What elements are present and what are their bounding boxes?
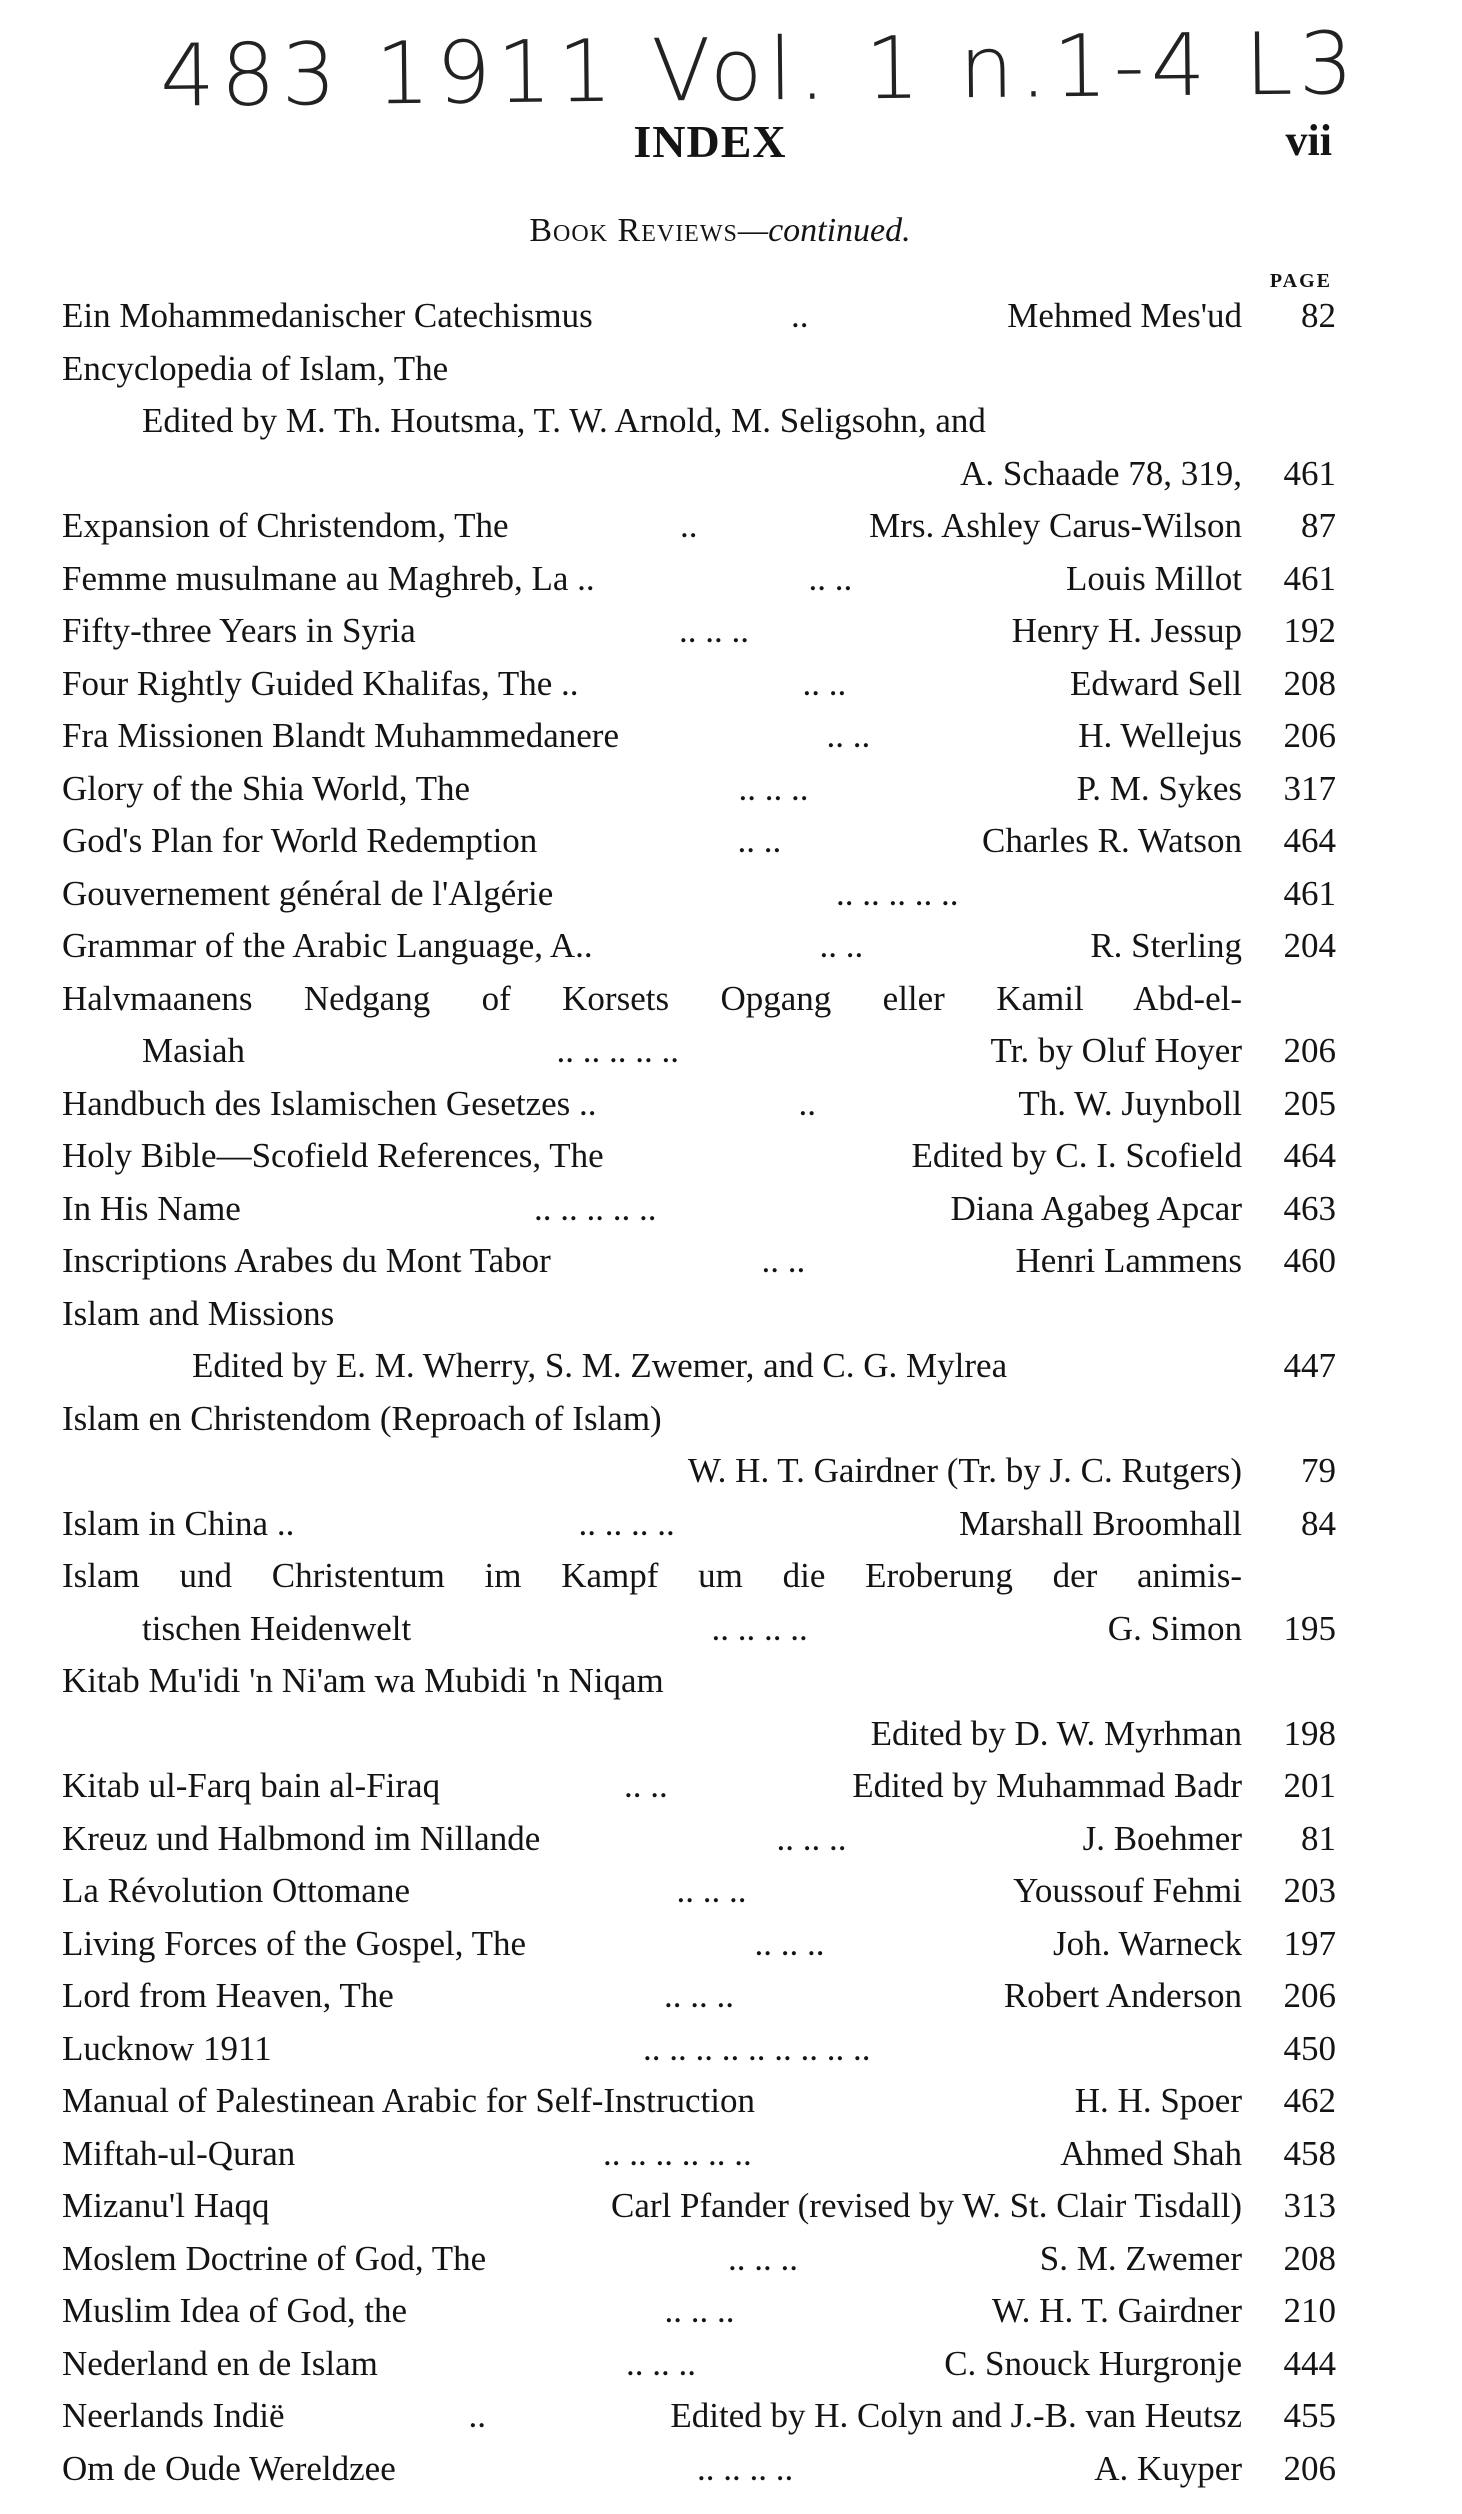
entry-author: R. Sterling: [1090, 926, 1242, 965]
entry-title: In His Name: [62, 1188, 241, 1228]
entry-title: La Révolution Ottomane: [62, 1871, 410, 1910]
entry-pages: 458: [1283, 2133, 1336, 2173]
entry-author: W. H. T. Gairdner: [991, 2291, 1242, 2330]
page-column-label: PAGE: [1269, 270, 1332, 292]
entry-title: Muslim Idea of God, the: [62, 2291, 408, 2330]
index-entry: [62, 1550, 1336, 1603]
index-entry: [62, 1078, 1336, 1131]
entry-title: Expansion of Christendom, The: [62, 506, 509, 545]
dot-leader: ..: [680, 506, 698, 545]
entry-pages: 206: [1283, 2448, 1336, 2488]
dot-leader: .. ..: [624, 1766, 668, 1805]
dot-leader: .. .. .. .. ..: [534, 1188, 657, 1228]
dot-leader: .. .. ..: [754, 1923, 825, 1963]
index-entry: [62, 973, 1336, 1026]
entry-author: P. M. Sykes: [1076, 768, 1242, 808]
entry-pages: 461: [1283, 453, 1336, 493]
dot-leader: .. .. ..: [626, 2343, 696, 2383]
entry-title: Inscriptions Arabes du Mont Tabor: [62, 1241, 551, 1280]
page-number: vii: [1285, 116, 1332, 165]
index-entry: [62, 1183, 1336, 1236]
entry-title: Fra Missionen Blandt Muhammedanere: [62, 716, 619, 755]
entry-title: Halvmaanens Nedgang of Korsets Opgang eller Kamil Abd-el-: [62, 978, 1242, 1018]
entry-title: Lord from Heaven, The: [62, 1976, 394, 2015]
index-entry: [62, 1760, 1336, 1813]
entry-title: Miftah-ul-Quran: [62, 2133, 296, 2173]
entry-pages: 447: [1283, 1346, 1336, 1385]
dot-leader: .. .. ..: [676, 1871, 747, 1910]
index-entry: [62, 2233, 1336, 2286]
dot-leader: .. ..: [819, 926, 864, 965]
entry-pages: 450: [1283, 2028, 1336, 2068]
dot-leader: .. .. ..: [679, 611, 749, 650]
entry-author: Mehmed Mes'ud: [1007, 296, 1242, 335]
index-entry: [62, 2443, 1336, 2496]
entry-author: Ahmed Shah: [1060, 2133, 1242, 2173]
dot-leader: .. .. ..: [776, 1818, 847, 1858]
dot-leader: .. ..: [761, 1241, 806, 1280]
entry-pages: 197: [1283, 1923, 1336, 1963]
index-entry: [62, 1813, 1336, 1866]
entry-pages: 444: [1283, 2343, 1336, 2383]
dot-leader: .. ..: [826, 716, 871, 755]
dot-leader: .. .. .. ..: [578, 1503, 675, 1543]
index-entry: [62, 1393, 1336, 1446]
entry-title: Kitab Mu'idi 'n Ni'am wa Mubidi 'n Niqam: [62, 1661, 664, 1700]
index-entry: [62, 2390, 1336, 2443]
index-entry: [62, 1918, 1336, 1971]
entry-author: A. Kuyper: [1094, 2448, 1242, 2488]
index-entry: [62, 658, 1336, 711]
dot-leader: .. ..: [737, 821, 782, 860]
entry-author: Tr. by Oluf Hoyer: [990, 1031, 1242, 1070]
entry-title: Nederland en de Islam: [62, 2343, 378, 2383]
entry-pages: 455: [1283, 2396, 1336, 2435]
index-entry: [62, 1288, 1336, 1341]
entry-title: Holy Bible—Scofield References, The: [62, 1136, 604, 1175]
index-entry: [62, 1865, 1336, 1918]
entry-author: Marshall Broomhall: [959, 1503, 1242, 1543]
entry-pages: 81: [1301, 1818, 1336, 1858]
entry-pages: 204: [1283, 926, 1336, 965]
entry-pages: 464: [1283, 1136, 1336, 1175]
entry-author: Youssouf Fehmi: [1013, 1871, 1242, 1910]
entry-title: Encyclopedia of Islam, The: [62, 348, 449, 388]
entry-author: C. Snouck Hurgronje: [944, 2343, 1242, 2383]
dot-leader: .. .. ..: [664, 2291, 735, 2330]
index-entry: [62, 815, 1336, 868]
entry-pages: 313: [1283, 2186, 1336, 2225]
index-entry: [62, 1498, 1336, 1551]
entry-author: Louis Millot: [1066, 558, 1242, 598]
entry-title: Glory of the Shia World, The: [62, 768, 471, 808]
index-entry: [62, 500, 1336, 553]
entry-author: Joh. Warneck: [1053, 1923, 1242, 1963]
index-entry: [62, 2075, 1336, 2128]
entry-author: W. H. T. Gairdner (Tr. by J. C. Rutgers): [687, 1451, 1242, 1490]
entry-title: Mizanu'l Haqq: [62, 2186, 270, 2225]
dot-leader: .. .. .. .. .. ..: [603, 2133, 752, 2173]
entry-pages: 201: [1283, 1766, 1336, 1805]
entry-title: Manual of Palestinean Arabic for Self-Instruction: [62, 2081, 755, 2120]
entry-author: Charles R. Watson: [982, 821, 1242, 860]
entry-pages: 192: [1283, 611, 1336, 650]
dot-leader: .. .. ..: [664, 1976, 734, 2015]
entry-pages: 462: [1283, 2081, 1336, 2120]
entry-pages: 461: [1283, 558, 1336, 598]
entry-author: S. M. Zwemer: [1039, 2238, 1242, 2278]
entry-author: Henry H. Jessup: [1011, 611, 1242, 650]
entry-author: Edited by C. I. Scofield: [911, 1136, 1242, 1175]
dot-leader: .. ..: [802, 663, 847, 703]
section-heading: [0, 212, 1440, 250]
index-entry: [62, 1025, 1336, 1078]
entry-title: Islam und Christentum im Kampf um die Eroberung der animis-: [62, 1556, 1242, 1595]
dot-leader: .. .. .. .. ..: [556, 1031, 679, 1070]
dot-leader: ..: [798, 1083, 816, 1123]
dot-leader: .. .. .. ..: [697, 2448, 794, 2488]
index-entry: [62, 1445, 1336, 1498]
index-entry: [62, 1235, 1336, 1288]
entry-pages: 206: [1283, 1031, 1336, 1070]
entry-pages: 208: [1283, 2238, 1336, 2278]
dot-leader: ..: [468, 2396, 486, 2435]
page-header: [0, 115, 1462, 175]
index-entry: [62, 1970, 1336, 2023]
entry-pages: 206: [1283, 1976, 1336, 2015]
entry-title: Four Rightly Guided Khalifas, The ..: [62, 663, 579, 703]
entry-author: Henri Lammens: [1015, 1241, 1242, 1280]
index-entry: [62, 2023, 1336, 2076]
entry-pages: 317: [1283, 768, 1336, 808]
entry-title: Neerlands Indië: [62, 2396, 285, 2435]
entry-author: Edited by H. Colyn and J.-B. van Heutsz: [670, 2396, 1242, 2435]
page-title: INDEX: [633, 116, 787, 167]
dot-leader: .. .. .. .. .. .. .. .. ..: [643, 2028, 871, 2068]
entry-author: H. H. Spoer: [1074, 2081, 1242, 2120]
entry-author: Th. W. Juynboll: [1018, 1083, 1242, 1123]
entry-author: Edited by Muhammad Badr: [852, 1766, 1242, 1805]
index-entry: [62, 343, 1336, 396]
entry-pages: 461: [1283, 873, 1336, 913]
entry-pages: 460: [1283, 1241, 1336, 1280]
index-entry: [62, 290, 1336, 343]
entry-pages: 195: [1283, 1608, 1336, 1648]
index-entry: [62, 448, 1336, 501]
index-entry: [62, 1130, 1336, 1183]
entry-title: Lucknow 1911: [62, 2028, 272, 2068]
index-entry: [62, 710, 1336, 763]
handwritten-catalog-note: 483 1911 Vol. 1 n.1-4 L3: [159, 14, 1360, 127]
entry-title: Edited by M. Th. Houtsma, T. W. Arnold, M. Seligsohn, and: [142, 401, 986, 440]
dot-leader: .. .. ..: [728, 2238, 798, 2278]
entry-title: Islam in China ..: [62, 1503, 295, 1543]
entry-title: Masiah: [142, 1031, 246, 1070]
index-entry: [62, 1340, 1336, 1393]
entry-title: Grammar of the Arabic Language, A..: [62, 926, 593, 965]
entry-pages: 79: [1301, 1451, 1336, 1490]
index-entries: [62, 290, 1336, 2495]
entry-author: H. Wellejus: [1078, 716, 1242, 755]
entry-author: Mrs. Ashley Carus-Wilson: [869, 506, 1242, 545]
dot-leader: .. .. ..: [738, 768, 809, 808]
index-entry: [62, 2338, 1336, 2391]
dot-leader: ..: [791, 296, 809, 335]
entry-title: Moslem Doctrine of God, The: [62, 2238, 487, 2278]
entry-pages: 205: [1283, 1083, 1336, 1123]
index-entry: [62, 2285, 1336, 2338]
entry-title: Kitab ul-Farq bain al-Firaq: [62, 1766, 441, 1805]
entry-author: Edited by D. W. Myrhman: [870, 1713, 1242, 1753]
entry-title: Edited by E. M. Wherry, S. M. Zwemer, and C. G. Mylrea: [192, 1346, 1008, 1385]
dot-leader: .. ..: [808, 558, 853, 598]
entry-pages: 210: [1283, 2291, 1336, 2330]
index-entry: [62, 1603, 1336, 1656]
index-entry: [62, 395, 1336, 448]
index-entry: [62, 553, 1336, 606]
dot-leader: .. .. .. ..: [711, 1608, 808, 1648]
entry-title: Gouvernement général de l'Algérie: [62, 873, 554, 913]
entry-author: Robert Anderson: [1003, 1976, 1242, 2015]
entry-author: G. Simon: [1107, 1608, 1242, 1648]
entry-author: A. Schaade 78, 319,: [960, 453, 1242, 493]
entry-pages: 82: [1301, 296, 1336, 335]
entry-title: Handbuch des Islamischen Gesetzes ..: [62, 1083, 597, 1123]
entry-title: God's Plan for World Redemption: [62, 821, 538, 860]
entry-title: Femme musulmane au Maghreb, La ..: [62, 558, 595, 598]
entry-pages: 464: [1283, 821, 1336, 860]
index-entry: [62, 2128, 1336, 2181]
entry-title: Islam en Christendom (Reproach of Islam): [62, 1398, 662, 1438]
entry-author: Carl Pfander (revised by W. St. Clair Tisdall): [611, 2186, 1242, 2225]
entry-pages: 203: [1283, 1871, 1336, 1910]
entry-title: Om de Oude Wereldzee: [62, 2448, 396, 2488]
entry-title: Fifty-three Years in Syria: [62, 611, 416, 650]
entry-title: tischen Heidenwelt: [142, 1608, 412, 1648]
section-title: Book Reviews: [529, 212, 738, 249]
entry-title: Living Forces of the Gospel, The: [62, 1923, 526, 1963]
index-entry: [62, 2180, 1336, 2233]
entry-author: Diana Agabeg Apcar: [950, 1188, 1242, 1228]
entry-pages: 84: [1301, 1503, 1336, 1543]
index-entry: [62, 1655, 1336, 1708]
index-entry: [62, 763, 1336, 816]
entry-pages: 206: [1283, 716, 1336, 755]
entry-author: J. Boehmer: [1082, 1818, 1242, 1858]
entry-pages: 198: [1283, 1713, 1336, 1753]
dot-leader: .. .. .. .. ..: [836, 873, 959, 913]
entry-pages: 208: [1283, 663, 1336, 703]
index-entry: [62, 1708, 1336, 1761]
entry-title: Ein Mohammedanischer Catechismus: [62, 296, 593, 335]
section-continued: —continued.: [737, 212, 911, 249]
entry-pages: 87: [1301, 506, 1336, 545]
entry-author: Edward Sell: [1069, 663, 1242, 703]
index-entry: [62, 868, 1336, 921]
index-entry: [62, 920, 1336, 973]
entry-title: Islam and Missions: [62, 1293, 335, 1333]
entry-pages: 463: [1283, 1188, 1336, 1228]
index-entry: [62, 605, 1336, 658]
entry-title: Kreuz und Halbmond im Nillande: [62, 1818, 541, 1858]
